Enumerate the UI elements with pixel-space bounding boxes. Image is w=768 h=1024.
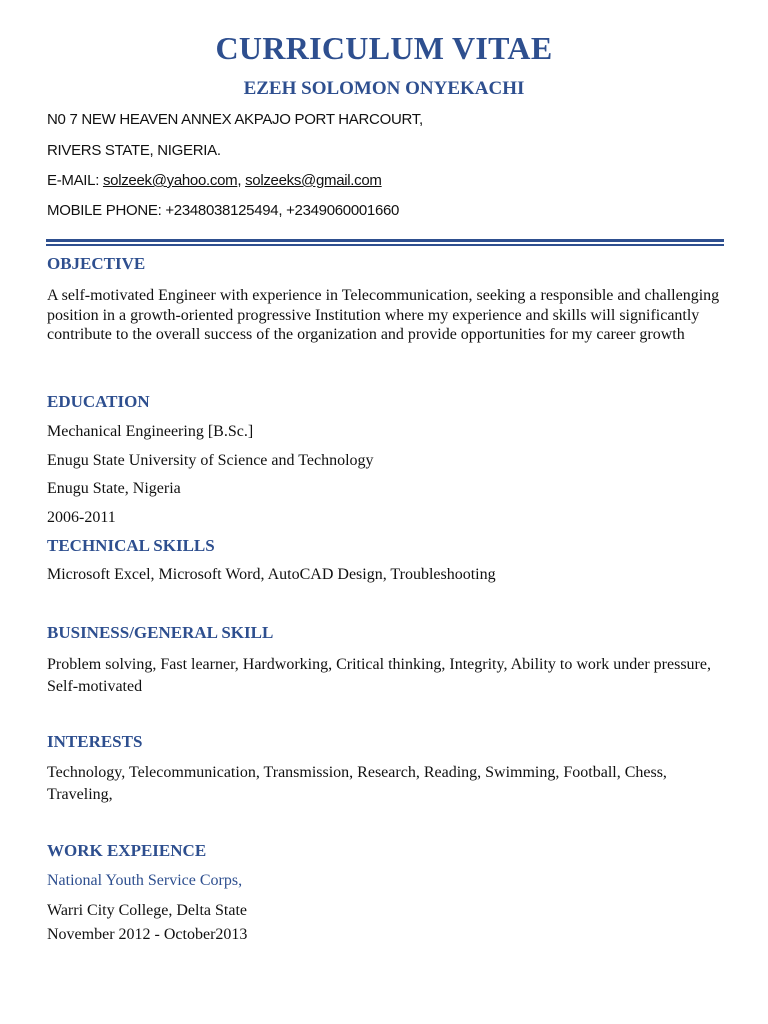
phone-line: MOBILE PHONE: +2348038125494, +2349060001660 — [47, 202, 400, 219]
objective-heading: OBJECTIVE — [47, 254, 146, 273]
work-organization: National Youth Service Corps, — [47, 872, 243, 889]
education-degree: Mechanical Engineering [B.Sc.] — [47, 423, 254, 440]
header-divider-bottom — [46, 244, 724, 246]
education-heading: EDUCATION — [47, 392, 150, 411]
business-skills-text: Problem solving, Fast learner, Hardworking, Critical thinking, Integrity, Ability to work under pressure, Self-motivated — [47, 656, 711, 695]
email-separator: , — [237, 172, 246, 189]
email-link-yahoo[interactable]: solzeek@yahoo.com — [102, 172, 238, 189]
document-title: CURRICULUM VITAE — [215, 30, 553, 66]
address-line-1: N0 7 NEW HEAVEN ANNEX AKPAJO PORT HARCOURT, — [47, 111, 423, 128]
interests-text: Technology, Telecommunication, Transmission, Research, Reading, Swimming, Football, Chess, Traveling, — [47, 764, 667, 803]
email-line — [47, 172, 382, 189]
work-experience-heading: WORK EXPEIENCE — [47, 841, 207, 860]
technical-skills-heading: TECHNICAL SKILLS — [47, 536, 215, 555]
email-label: E-MAIL: — [47, 172, 103, 189]
business-skills-heading: BUSINESS/GENERAL SKILL — [47, 623, 274, 642]
technical-skills-text: Microsoft Excel, Microsoft Word, AutoCAD Design, Troubleshooting — [47, 566, 496, 583]
objective-text: A self-motivated Engineer with experience in Telecommunication, seeking a responsible and challenging position in a growth-oriented progressive Institution where my experience and skills will significantly contribute to the overall success of the organization and provide opportunities for my career growth — [47, 287, 720, 343]
candidate-name: EZEH SOLOMON ONYEKACHI — [243, 78, 525, 99]
interests-heading: INTERESTS — [47, 732, 143, 751]
email-link-gmail[interactable]: solzeeks@gmail.com — [245, 172, 382, 189]
work-period: November 2012 - October2013 — [47, 926, 248, 943]
education-years: 2006-2011 — [47, 509, 116, 526]
education-school: Enugu State University of Science and Technology — [47, 452, 374, 469]
work-place: Warri City College, Delta State — [47, 902, 247, 919]
header-divider-top — [46, 239, 724, 242]
address-line-2: RIVERS STATE, NIGERIA. — [47, 142, 221, 159]
education-location: Enugu State, Nigeria — [47, 480, 181, 497]
